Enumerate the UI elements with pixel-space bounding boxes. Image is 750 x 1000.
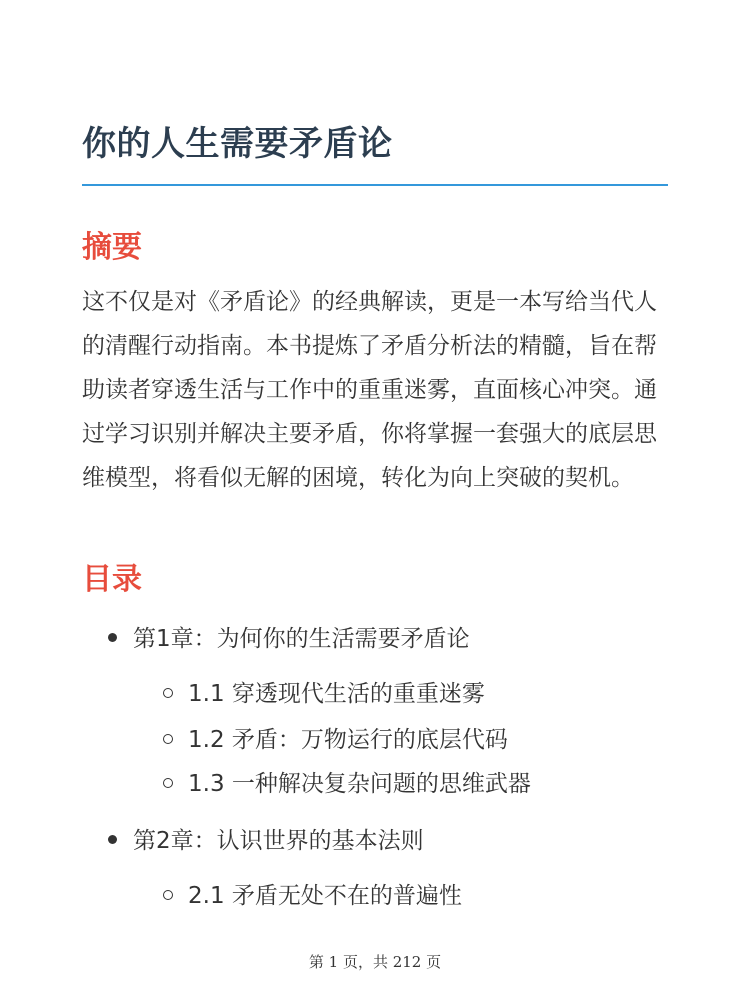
toc-chapter-label: 第1章：为何你的生活需要矛盾论 (133, 626, 470, 652)
bullet-icon (108, 835, 117, 844)
toc-heading: 目录 (82, 562, 142, 597)
toc-section-label: 2.1 矛盾无处不在的普遍性 (188, 883, 462, 909)
circle-bullet-icon (163, 734, 173, 744)
circle-bullet-icon (163, 778, 173, 788)
title-divider (82, 184, 668, 186)
bullet-icon (108, 633, 117, 642)
toc-chapter-2[interactable] (108, 822, 424, 855)
toc-section-label: 1.1 穿透现代生活的重重迷雾 (188, 681, 485, 707)
page-number-footer: 第 1 页，共 212 页 (308, 953, 442, 971)
abstract-body: 这不仅是对《矛盾论》的经典解读，更是一本写给当代人的清醒行动指南。本书提炼了矛盾分析法的精髓，旨在帮助读者穿透生活与工作中的重重迷雾，直面核心冲突。通过学习识别并解决主要矛盾，你将掌握一套强大的底层思维模型，将看似无解的困境，转化为向上突破的契机。 (82, 289, 657, 491)
toc-section-1-3[interactable] (163, 765, 531, 798)
toc-section-2-1[interactable] (163, 877, 462, 910)
abstract-heading: 摘要 (82, 230, 142, 265)
circle-bullet-icon (163, 688, 173, 698)
toc-section-1-1[interactable] (163, 675, 485, 708)
document-title: 你的人生需要矛盾论 (82, 124, 393, 164)
toc-section-label: 1.2 矛盾：万物运行的底层代码 (188, 727, 508, 753)
toc-chapter-1[interactable] (108, 620, 470, 653)
toc-section-1-2[interactable] (163, 721, 508, 754)
circle-bullet-icon (163, 890, 173, 900)
toc-section-label: 1.3 一种解决复杂问题的思维武器 (188, 771, 531, 797)
toc-chapter-label: 第2章：认识世界的基本法则 (133, 828, 424, 854)
